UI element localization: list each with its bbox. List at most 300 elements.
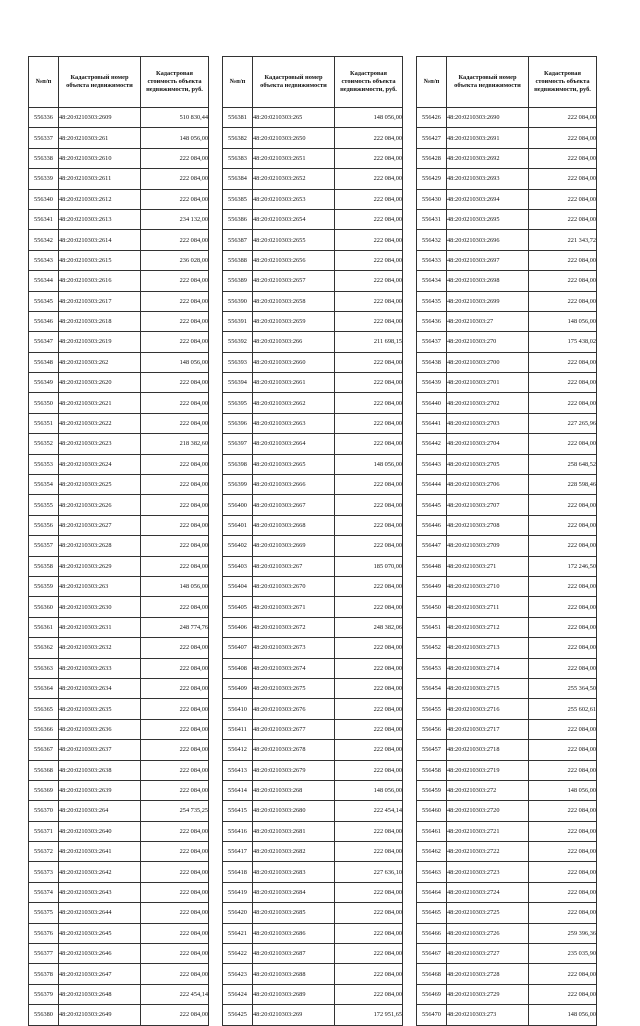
cadastral-value: 235 035,90 (529, 944, 597, 964)
row-number: 556381 (223, 108, 253, 128)
table-row (417, 658, 597, 678)
cadastral-number: 48:20:0210303:2631 (59, 617, 141, 637)
row-number: 556346 (29, 311, 59, 331)
row-number: 556451 (417, 617, 447, 637)
cadastral-number: 48:20:0210303:2625 (59, 475, 141, 495)
cadastral-value: 222 084,00 (529, 169, 597, 189)
row-number: 556462 (417, 842, 447, 862)
table-row (417, 515, 597, 535)
table-row (223, 393, 403, 413)
table-row (417, 495, 597, 515)
table-row (417, 903, 597, 923)
cadastral-value: 222 084,00 (141, 821, 209, 841)
cadastral-number: 48:20:0210303:263 (59, 576, 141, 596)
cadastral-number: 48:20:0210303:271 (447, 556, 529, 576)
cadastral-value: 222 084,00 (141, 271, 209, 291)
table-row (29, 719, 209, 739)
table-row (29, 209, 209, 229)
cadastral-value: 222 084,00 (529, 597, 597, 617)
row-number: 556378 (29, 964, 59, 984)
cadastral-value: 222 084,00 (529, 148, 597, 168)
cadastral-table-2 (222, 56, 403, 1026)
cadastral-value: 222 084,00 (529, 740, 597, 760)
header-cadastral-number: Кадастровый номер объекта недвижимости (447, 57, 529, 108)
row-number: 556433 (417, 250, 447, 270)
row-number: 556379 (29, 984, 59, 1004)
cadastral-value: 222 084,00 (529, 821, 597, 841)
cadastral-value: 222 084,00 (141, 1005, 209, 1025)
table-row (29, 984, 209, 1004)
row-number: 556359 (29, 576, 59, 596)
table-row (29, 169, 209, 189)
table-row (417, 434, 597, 454)
cadastral-number: 48:20:0210303:2706 (447, 475, 529, 495)
cadastral-value: 222 084,00 (529, 271, 597, 291)
table-row (223, 984, 403, 1004)
cadastral-number: 48:20:0210303:2643 (59, 882, 141, 902)
row-number: 556342 (29, 230, 59, 250)
cadastral-value: 222 084,00 (141, 454, 209, 474)
cadastral-value: 148 056,00 (141, 352, 209, 372)
table-row (29, 475, 209, 495)
cadastral-number: 48:20:0210303:2717 (447, 719, 529, 739)
row-number: 556446 (417, 515, 447, 535)
table-row (29, 332, 209, 352)
row-number: 556352 (29, 434, 59, 454)
row-number: 556404 (223, 576, 253, 596)
cadastral-number: 48:20:0210303:2658 (253, 291, 335, 311)
row-number: 556356 (29, 515, 59, 535)
row-number: 556444 (417, 475, 447, 495)
cadastral-number: 48:20:0210303:2626 (59, 495, 141, 515)
row-number: 556382 (223, 128, 253, 148)
cadastral-value: 222 084,00 (335, 944, 403, 964)
row-number: 556467 (417, 944, 447, 964)
cadastral-value: 222 084,00 (335, 984, 403, 1004)
cadastral-number: 48:20:0210303:2644 (59, 903, 141, 923)
row-number: 556439 (417, 373, 447, 393)
cadastral-value: 222 084,00 (335, 291, 403, 311)
table-row (29, 760, 209, 780)
cadastral-value: 222 084,00 (529, 801, 597, 821)
cadastral-value: 222 084,00 (141, 393, 209, 413)
table-row (223, 699, 403, 719)
table-row (223, 128, 403, 148)
cadastral-number: 48:20:0210303:265 (253, 108, 335, 128)
table-row (417, 291, 597, 311)
cadastral-value: 222 084,00 (335, 576, 403, 596)
cadastral-value: 222 084,00 (141, 311, 209, 331)
table-row (223, 271, 403, 291)
cadastral-value: 148 056,00 (141, 128, 209, 148)
cadastral-number: 48:20:0210303:2689 (253, 984, 335, 1004)
row-number: 556340 (29, 189, 59, 209)
cadastral-number: 48:20:0210303:2702 (447, 393, 529, 413)
cadastral-number: 48:20:0210303:2647 (59, 964, 141, 984)
table-row (29, 801, 209, 821)
row-number: 556417 (223, 842, 253, 862)
row-number: 556361 (29, 617, 59, 637)
cadastral-number: 48:20:0210303:2655 (253, 230, 335, 250)
row-number: 556368 (29, 760, 59, 780)
table-row (29, 128, 209, 148)
cadastral-value: 222 084,00 (529, 882, 597, 902)
cadastral-number: 48:20:0210303:2727 (447, 944, 529, 964)
cadastral-value: 222 084,00 (335, 128, 403, 148)
cadastral-value: 222 084,00 (335, 842, 403, 862)
cadastral-value: 222 084,00 (141, 923, 209, 943)
row-number: 556399 (223, 475, 253, 495)
table-row (29, 964, 209, 984)
cadastral-number: 48:20:0210303:2685 (253, 903, 335, 923)
cadastral-number: 48:20:0210303:2612 (59, 189, 141, 209)
table-row (29, 658, 209, 678)
row-number: 556402 (223, 536, 253, 556)
cadastral-number: 48:20:0210303:2693 (447, 169, 529, 189)
cadastral-value: 222 084,00 (335, 495, 403, 515)
table-row (223, 108, 403, 128)
cadastral-value: 175 438,02 (529, 332, 597, 352)
table-row (29, 148, 209, 168)
cadastral-value: 222 084,00 (141, 230, 209, 250)
table-row (223, 454, 403, 474)
cadastral-value: 222 084,00 (335, 638, 403, 658)
table-row (223, 944, 403, 964)
cadastral-number: 48:20:0210303:2634 (59, 678, 141, 698)
cadastral-value: 222 084,00 (529, 128, 597, 148)
cadastral-number: 48:20:0210303:2691 (447, 128, 529, 148)
table-row (29, 882, 209, 902)
cadastral-value: 228 598,46 (529, 475, 597, 495)
table-row (417, 576, 597, 596)
row-number: 556418 (223, 862, 253, 882)
cadastral-value: 222 084,00 (529, 862, 597, 882)
table-header-row (417, 57, 597, 108)
row-number: 556452 (417, 638, 447, 658)
row-number: 556463 (417, 862, 447, 882)
cadastral-number: 48:20:0210303:2725 (447, 903, 529, 923)
table-row (417, 780, 597, 800)
cadastral-value: 222 084,00 (529, 434, 597, 454)
row-number: 556371 (29, 821, 59, 841)
row-number: 556409 (223, 678, 253, 698)
cadastral-value: 222 084,00 (529, 617, 597, 637)
row-number: 556445 (417, 495, 447, 515)
header-cadastral-value: Кадастровая стоимость объекта недвижимости, руб. (335, 57, 403, 108)
row-number: 556468 (417, 964, 447, 984)
cadastral-number: 48:20:0210303:2715 (447, 678, 529, 698)
cadastral-value: 222 084,00 (529, 719, 597, 739)
table-row (29, 923, 209, 943)
table-row (417, 250, 597, 270)
row-number: 556461 (417, 821, 447, 841)
cadastral-value: 222 084,00 (335, 250, 403, 270)
table-row (223, 495, 403, 515)
table-row (29, 944, 209, 964)
cadastral-number: 48:20:0210303:2621 (59, 393, 141, 413)
row-number: 556413 (223, 760, 253, 780)
row-number: 556337 (29, 128, 59, 148)
cadastral-number: 48:20:0210303:270 (447, 332, 529, 352)
row-number: 556422 (223, 944, 253, 964)
table-row (29, 1005, 209, 1025)
row-number: 556403 (223, 556, 253, 576)
cadastral-value: 222 084,00 (335, 434, 403, 454)
cadastral-number: 48:20:0210303:2700 (447, 352, 529, 372)
cadastral-number: 48:20:0210303:2726 (447, 923, 529, 943)
cadastral-number: 48:20:0210303:273 (447, 1005, 529, 1025)
row-number: 556391 (223, 311, 253, 331)
cadastral-value: 211 698,15 (335, 332, 403, 352)
row-number: 556364 (29, 678, 59, 698)
table-row (223, 719, 403, 739)
table-row (417, 556, 597, 576)
row-number: 556400 (223, 495, 253, 515)
table-row (417, 638, 597, 658)
table-row (29, 903, 209, 923)
table-row (29, 250, 209, 270)
row-number: 556411 (223, 719, 253, 739)
cadastral-value: 185 070,00 (335, 556, 403, 576)
cadastral-number: 48:20:0210303:2699 (447, 291, 529, 311)
table-row (417, 454, 597, 474)
row-number: 556380 (29, 1005, 59, 1025)
row-number: 556428 (417, 148, 447, 168)
table-row (417, 719, 597, 739)
row-number: 556355 (29, 495, 59, 515)
cadastral-value: 259 396,36 (529, 923, 597, 943)
cadastral-number: 48:20:0210303:2613 (59, 209, 141, 229)
row-number: 556350 (29, 393, 59, 413)
cadastral-number: 48:20:0210303:2646 (59, 944, 141, 964)
cadastral-value: 148 056,00 (335, 108, 403, 128)
cadastral-value: 222 084,00 (529, 638, 597, 658)
table-row (417, 801, 597, 821)
row-number: 556425 (223, 1005, 253, 1025)
table-row (29, 434, 209, 454)
cadastral-number: 48:20:0210303:2703 (447, 413, 529, 433)
cadastral-number: 48:20:0210303:2692 (447, 148, 529, 168)
row-number: 556450 (417, 597, 447, 617)
table-row (223, 882, 403, 902)
row-number: 556366 (29, 719, 59, 739)
cadastral-number: 48:20:0210303:261 (59, 128, 141, 148)
cadastral-number: 48:20:0210303:2719 (447, 760, 529, 780)
cadastral-number: 48:20:0210303:2667 (253, 495, 335, 515)
row-number: 556455 (417, 699, 447, 719)
table-row (223, 291, 403, 311)
row-number: 556372 (29, 842, 59, 862)
table-row (29, 597, 209, 617)
cadastral-value: 222 084,00 (335, 760, 403, 780)
cadastral-number: 48:20:0210303:2651 (253, 148, 335, 168)
cadastral-number: 48:20:0210303:2645 (59, 923, 141, 943)
cadastral-number: 48:20:0210303:2615 (59, 250, 141, 270)
cadastral-value: 222 084,00 (335, 658, 403, 678)
cadastral-value: 222 084,00 (141, 148, 209, 168)
table-row (417, 944, 597, 964)
cadastral-value: 222 084,00 (529, 393, 597, 413)
cadastral-value: 222 084,00 (141, 842, 209, 862)
row-number: 556448 (417, 556, 447, 576)
cadastral-number: 48:20:0210303:2663 (253, 413, 335, 433)
table-row (29, 373, 209, 393)
cadastral-value: 222 084,00 (335, 903, 403, 923)
cadastral-number: 48:20:0210303:2720 (447, 801, 529, 821)
table-row (223, 842, 403, 862)
table-row (29, 108, 209, 128)
cadastral-number: 48:20:0210303:2635 (59, 699, 141, 719)
row-number: 556412 (223, 740, 253, 760)
cadastral-value: 227 265,96 (529, 413, 597, 433)
row-number: 556353 (29, 454, 59, 474)
cadastral-number: 48:20:0210303:2684 (253, 882, 335, 902)
cadastral-number: 48:20:0210303:2664 (253, 434, 335, 454)
cadastral-value: 172 246,50 (529, 556, 597, 576)
cadastral-number: 48:20:0210303:2670 (253, 576, 335, 596)
cadastral-value: 222 084,00 (141, 699, 209, 719)
cadastral-number: 48:20:0210303:2652 (253, 169, 335, 189)
table-row (29, 393, 209, 413)
row-number: 556470 (417, 1005, 447, 1025)
cadastral-number: 48:20:0210303:2721 (447, 821, 529, 841)
row-number: 556405 (223, 597, 253, 617)
table-row (417, 536, 597, 556)
row-number: 556354 (29, 475, 59, 495)
table-row (223, 556, 403, 576)
row-number: 556435 (417, 291, 447, 311)
row-number: 556344 (29, 271, 59, 291)
cadastral-value: 222 084,00 (141, 475, 209, 495)
table-row (223, 576, 403, 596)
cadastral-number: 48:20:0210303:2671 (253, 597, 335, 617)
table-row (223, 903, 403, 923)
cadastral-value: 222 454,14 (141, 984, 209, 1004)
row-number: 556383 (223, 148, 253, 168)
header-cadastral-value: Кадастровая стоимость объекта недвижимости, руб. (141, 57, 209, 108)
cadastral-value: 222 084,00 (141, 373, 209, 393)
row-number: 556408 (223, 658, 253, 678)
cadastral-number: 48:20:0210303:2668 (253, 515, 335, 535)
table-row (29, 291, 209, 311)
table-row (29, 515, 209, 535)
table-row (223, 373, 403, 393)
cadastral-value: 222 084,00 (335, 209, 403, 229)
row-number: 556393 (223, 352, 253, 372)
cadastral-number: 48:20:0210303:2710 (447, 576, 529, 596)
table-row (223, 475, 403, 495)
cadastral-value: 255 602,61 (529, 699, 597, 719)
row-number: 556416 (223, 821, 253, 841)
cadastral-value: 227 636,10 (335, 862, 403, 882)
cadastral-value: 222 084,00 (141, 413, 209, 433)
cadastral-value: 234 132,00 (141, 209, 209, 229)
cadastral-number: 48:20:0210303:2680 (253, 801, 335, 821)
cadastral-number: 48:20:0210303:2662 (253, 393, 335, 413)
table-row (417, 230, 597, 250)
cadastral-value: 222 084,00 (529, 536, 597, 556)
cadastral-number: 48:20:0210303:2648 (59, 984, 141, 1004)
table-row (223, 189, 403, 209)
row-number: 556407 (223, 638, 253, 658)
row-number: 556339 (29, 169, 59, 189)
cadastral-number: 48:20:0210303:269 (253, 1005, 335, 1025)
cadastral-value: 222 084,00 (529, 250, 597, 270)
row-number: 556348 (29, 352, 59, 372)
table-row (417, 352, 597, 372)
row-number: 556427 (417, 128, 447, 148)
row-number: 556437 (417, 332, 447, 352)
row-number: 556436 (417, 311, 447, 331)
row-number: 556386 (223, 209, 253, 229)
table-row (417, 311, 597, 331)
cadastral-value: 222 084,00 (529, 576, 597, 596)
cadastral-number: 48:20:0210303:2694 (447, 189, 529, 209)
table-row (417, 678, 597, 698)
cadastral-number: 48:20:0210303:2617 (59, 291, 141, 311)
row-number: 556390 (223, 291, 253, 311)
cadastral-value: 222 084,00 (529, 495, 597, 515)
table-row (223, 740, 403, 760)
cadastral-number: 48:20:0210303:2723 (447, 862, 529, 882)
row-number: 556426 (417, 108, 447, 128)
cadastral-value: 222 084,00 (335, 821, 403, 841)
cadastral-value: 148 056,00 (141, 576, 209, 596)
table-row (417, 209, 597, 229)
row-number: 556363 (29, 658, 59, 678)
cadastral-value: 222 084,00 (335, 475, 403, 495)
cadastral-value: 222 454,14 (335, 801, 403, 821)
row-number: 556398 (223, 454, 253, 474)
table-row (29, 617, 209, 637)
cadastral-value: 222 084,00 (335, 230, 403, 250)
cadastral-value: 222 084,00 (335, 393, 403, 413)
row-number: 556443 (417, 454, 447, 474)
cadastral-number: 48:20:0210303:266 (253, 332, 335, 352)
cadastral-value: 222 084,00 (529, 209, 597, 229)
cadastral-value: 222 084,00 (335, 169, 403, 189)
cadastral-number: 48:20:0210303:2656 (253, 250, 335, 270)
cadastral-number: 48:20:0210303:2654 (253, 209, 335, 229)
row-number: 556420 (223, 903, 253, 923)
cadastral-number: 48:20:0210303:2697 (447, 250, 529, 270)
row-number: 556414 (223, 780, 253, 800)
cadastral-value: 236 028,00 (141, 250, 209, 270)
document-page (28, 56, 596, 1019)
cadastral-number: 48:20:0210303:2681 (253, 821, 335, 841)
cadastral-value: 222 084,00 (335, 189, 403, 209)
cadastral-number: 48:20:0210303:2627 (59, 515, 141, 535)
row-number: 556401 (223, 515, 253, 535)
table-row (29, 576, 209, 596)
row-number: 556438 (417, 352, 447, 372)
cadastral-value: 222 084,00 (141, 882, 209, 902)
cadastral-value: 248 382,06 (335, 617, 403, 637)
table-row (223, 413, 403, 433)
cadastral-number: 48:20:0210303:2636 (59, 719, 141, 739)
cadastral-number: 48:20:0210303:2616 (59, 271, 141, 291)
row-number: 556377 (29, 944, 59, 964)
row-number: 556374 (29, 882, 59, 902)
table-row (417, 148, 597, 168)
row-number: 556370 (29, 801, 59, 821)
table-row (29, 638, 209, 658)
cadastral-number: 48:20:0210303:2709 (447, 536, 529, 556)
cadastral-value: 148 056,00 (529, 780, 597, 800)
cadastral-value: 222 084,00 (141, 678, 209, 698)
cadastral-value: 222 084,00 (141, 760, 209, 780)
cadastral-number: 48:20:0210303:2618 (59, 311, 141, 331)
